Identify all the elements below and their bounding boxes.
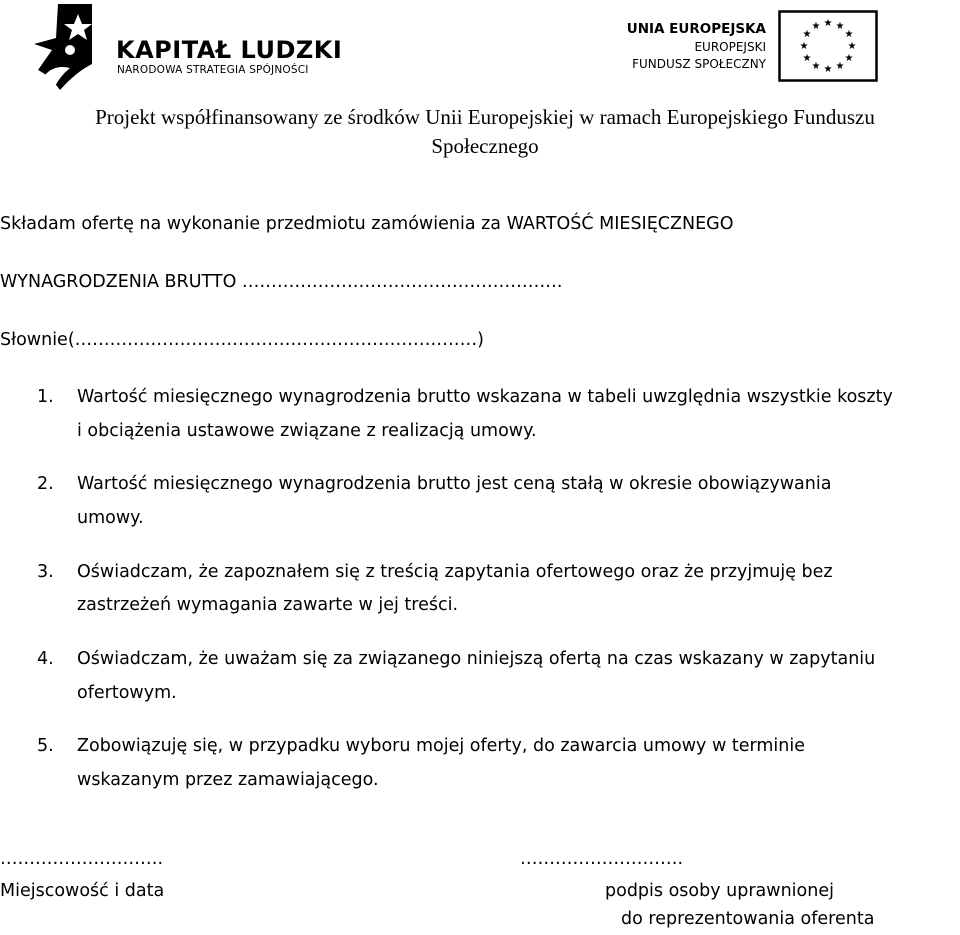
- item-line-1: Oświadczam, że uważam się za związanego niniejszą ofertą na czas wskazany w zapytaniu: [77, 649, 876, 669]
- header-logos: [0, 0, 960, 100]
- item-line-2: ofertowym.: [77, 683, 177, 703]
- eu-logo: [626, 10, 882, 85]
- svg-text:★: ★: [835, 61, 845, 72]
- item-number: 1.: [37, 387, 54, 407]
- offer-line-2: WYNAGRODZENIA BRUTTO ……………………………………………….: [0, 272, 563, 292]
- item-line-1: Wartość miesięcznego wynagrodzenia brutto jest ceną stałą w okresie obowiązywania: [77, 474, 832, 494]
- item-line-2: wskazanym przez zamawiającego.: [77, 770, 379, 790]
- item-line-2: i obciążenia ustawowe związane z realizacją umowy.: [77, 421, 537, 441]
- project-banner: [40, 103, 930, 161]
- eu-flag-icon: [778, 10, 878, 82]
- kapital-ludzki-subtitle: NARODOWA STRATEGIA SPÓJNOŚCI: [117, 64, 309, 76]
- kapital-ludzki-star-icon: [30, 4, 110, 92]
- item-number: 3.: [37, 562, 54, 582]
- svg-text:★: ★: [802, 53, 812, 64]
- offer-line-3: Słownie(……………………………………………………………): [0, 330, 484, 350]
- project-banner-line-1: Projekt współfinansowany ze środków Unii Europejskiej w ramach Europejskiego Funduszu: [95, 105, 875, 129]
- item-line-2: umowy.: [77, 508, 144, 528]
- eu-logo-line-2: EUROPEJSKI: [694, 40, 766, 54]
- svg-text:★: ★: [844, 29, 854, 40]
- offer-line-1: Składam ofertę na wykonanie przedmiotu zamówienia za WARTOŚĆ MIESIĘCZNEGO: [0, 214, 734, 234]
- place-date-label: Miejscowość i data: [0, 881, 165, 901]
- svg-text:★: ★: [823, 64, 833, 75]
- kapital-ludzki-logo: [30, 4, 343, 94]
- svg-text:★: ★: [823, 18, 833, 29]
- svg-text:★: ★: [799, 41, 809, 52]
- eu-logo-line-1: UNIA EUROPEJSKA: [626, 21, 766, 37]
- svg-text:★: ★: [811, 61, 821, 72]
- svg-text:★: ★: [835, 21, 845, 32]
- item-number: 2.: [37, 474, 54, 494]
- signature-label-line-1: podpis osoby uprawnionej: [605, 881, 834, 901]
- item-line-1: Oświadczam, że zapoznałem się z treścią zapytania ofertowego oraz że przyjmuję bez: [77, 562, 833, 582]
- svg-text:★: ★: [844, 53, 854, 64]
- svg-text:★: ★: [802, 29, 812, 40]
- kapital-ludzki-name: KAPITAŁ LUDZKI: [116, 36, 343, 64]
- item-line-1: Zobowiązuję się, w przypadku wyboru mojej oferty, do zawarcia umowy w terminie: [77, 736, 805, 756]
- svg-text:★: ★: [811, 21, 821, 32]
- signature-label-line-2: do reprezentowania oferenta: [621, 909, 875, 929]
- item-line-1: Wartość miesięcznego wynagrodzenia brutto wskazana w tabeli uwzględnia wszystkie koszty: [77, 387, 893, 407]
- place-date-dots: ……………………….: [0, 849, 164, 869]
- eu-logo-line-3: FUNDUSZ SPOŁECZNY: [632, 57, 766, 71]
- project-banner-line-2: Społecznego: [431, 134, 539, 158]
- svg-text:★: ★: [847, 41, 857, 52]
- item-number: 5.: [37, 736, 54, 756]
- eu-logo-text: [627, 20, 766, 73]
- signature-dots: ……………………….: [520, 849, 684, 869]
- item-number: 4.: [37, 649, 54, 669]
- item-line-2: zastrzeżeń wymagania zawarte w jej treści.: [77, 595, 459, 615]
